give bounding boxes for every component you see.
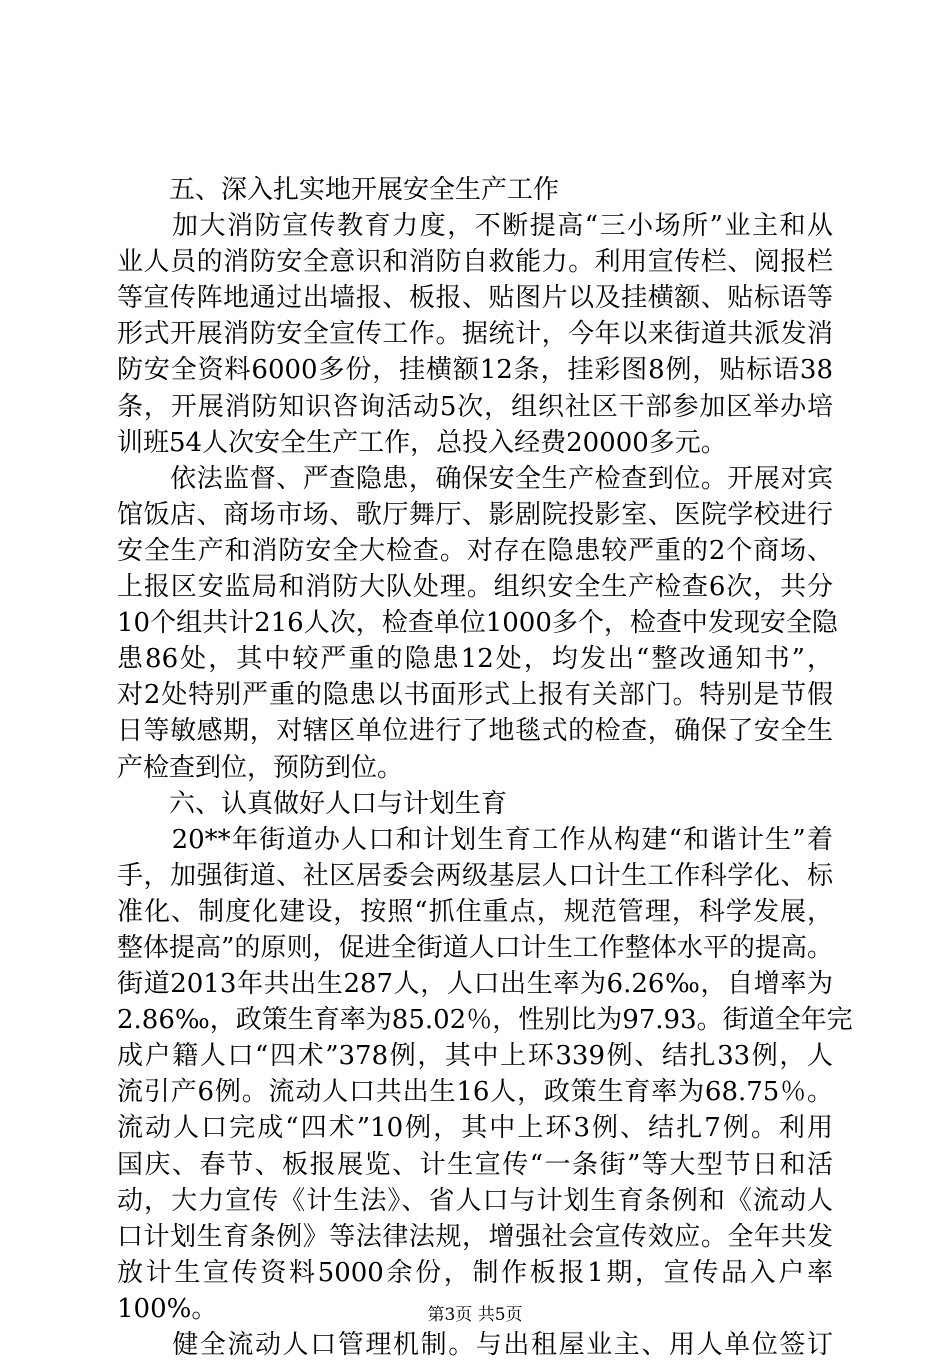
text-line: 对2处特别严重的隐患以书面形式上报有关部门。特别是节假 xyxy=(117,680,833,711)
text-line: 健全流动人口管理机制。与出租屋业主、用人单位签订 xyxy=(117,1330,833,1360)
text-line: 放计生宣传资料5000余份，制作板报1期，宣传品入户率 xyxy=(117,1257,833,1288)
text-line: 10个组共计216人次，检查单位1000多个，检查中发现安全隐 xyxy=(117,608,838,639)
text-line: 等宣传阵地通过出墙报、板报、贴图片以及挂横额、贴标语等 xyxy=(117,283,833,314)
section-heading: 五、深入扎实地开展安全生产工作 xyxy=(117,175,560,205)
text-line: 业人员的消防安全意识和消防自救能力。利用宣传栏、阅报栏 xyxy=(117,247,833,278)
text-line: 动，大力宣传《计生法》、省人口与计划生育条例和《流动人 xyxy=(117,1185,833,1216)
text-line: 20**年街道办人口和计划生育工作从构建“和谐计生”着 xyxy=(117,824,833,855)
text-line: 准化、制度化建设，按照“抓住重点，规范管理，科学发展， xyxy=(117,896,833,927)
text-line: 上报区安监局和消防大队处理。组织安全生产检查6次，共分 xyxy=(117,572,833,603)
text-line: 口计划生育条例》等法律法规，增强社会宣传效应。全年共发 xyxy=(117,1221,833,1252)
text-line: 100%。 xyxy=(117,1293,218,1324)
page-footer: 第3页 共5页 xyxy=(427,1305,523,1325)
text-line: 安全生产和消防安全大检查。对存在隐患较严重的2个商场、 xyxy=(117,535,833,566)
text-line: 整体提高”的原则，促进全街道人口计生工作整体水平的提高。 xyxy=(117,932,833,963)
text-line: 防安全资料6000多份，挂横额12条，挂彩图8例，贴标语38 xyxy=(117,355,833,386)
text-line: 手，加强街道、社区居委会两级基层人口计生工作科学化、标 xyxy=(117,860,833,891)
text-line: 训班54人次安全生产工作，总投入经费20000多元。 xyxy=(117,427,727,458)
section-heading: 六、认真做好人口与计划生育 xyxy=(117,788,508,819)
text-line: 2.86‰，政策生育率为85.02％，性别比为97.93。街道全年完 xyxy=(117,1005,853,1036)
text-line: 条，开展消防知识咨询活动5次，组织社区干部参加区举办培 xyxy=(117,391,833,422)
text-line: 街道2013年共出生287人，人口出生率为6.26‰，自增率为 xyxy=(117,969,833,1000)
text-line: 成户籍人口“四术”378例，其中上环339例、结扎33例，人 xyxy=(117,1041,833,1072)
text-line: 患86处，其中较严重的隐患12处，均发出“整改通知书”， xyxy=(117,644,833,675)
text-line: 形式开展消防安全宣传工作。据统计，今年以来街道共派发消 xyxy=(117,319,833,350)
text-line: 加大消防宣传教育力度，不断提高“三小场所”业主和从 xyxy=(117,211,833,242)
text-line: 国庆、春节、板报展览、计生宣传“一条街”等大型节日和活 xyxy=(117,1149,833,1180)
text-line: 产检查到位，预防到位。 xyxy=(117,752,404,783)
text-line: 馆饭店、商场市场、歌厅舞厅、影剧院投影室、医院学校进行 xyxy=(117,499,833,530)
text-line: 流动人口完成“四术”10例，其中上环3例、结扎7例。利用 xyxy=(117,1113,833,1144)
text-line: 日等敏感期，对辖区单位进行了地毯式的检查，确保了安全生 xyxy=(117,716,833,747)
text-line: 流引产6例。流动人口共出生16人，政策生育率为68.75％。 xyxy=(117,1077,833,1108)
document-body xyxy=(117,172,853,1363)
text-line: 依法监督、严查隐患，确保安全生产检查到位。开展对宾 xyxy=(117,463,833,494)
